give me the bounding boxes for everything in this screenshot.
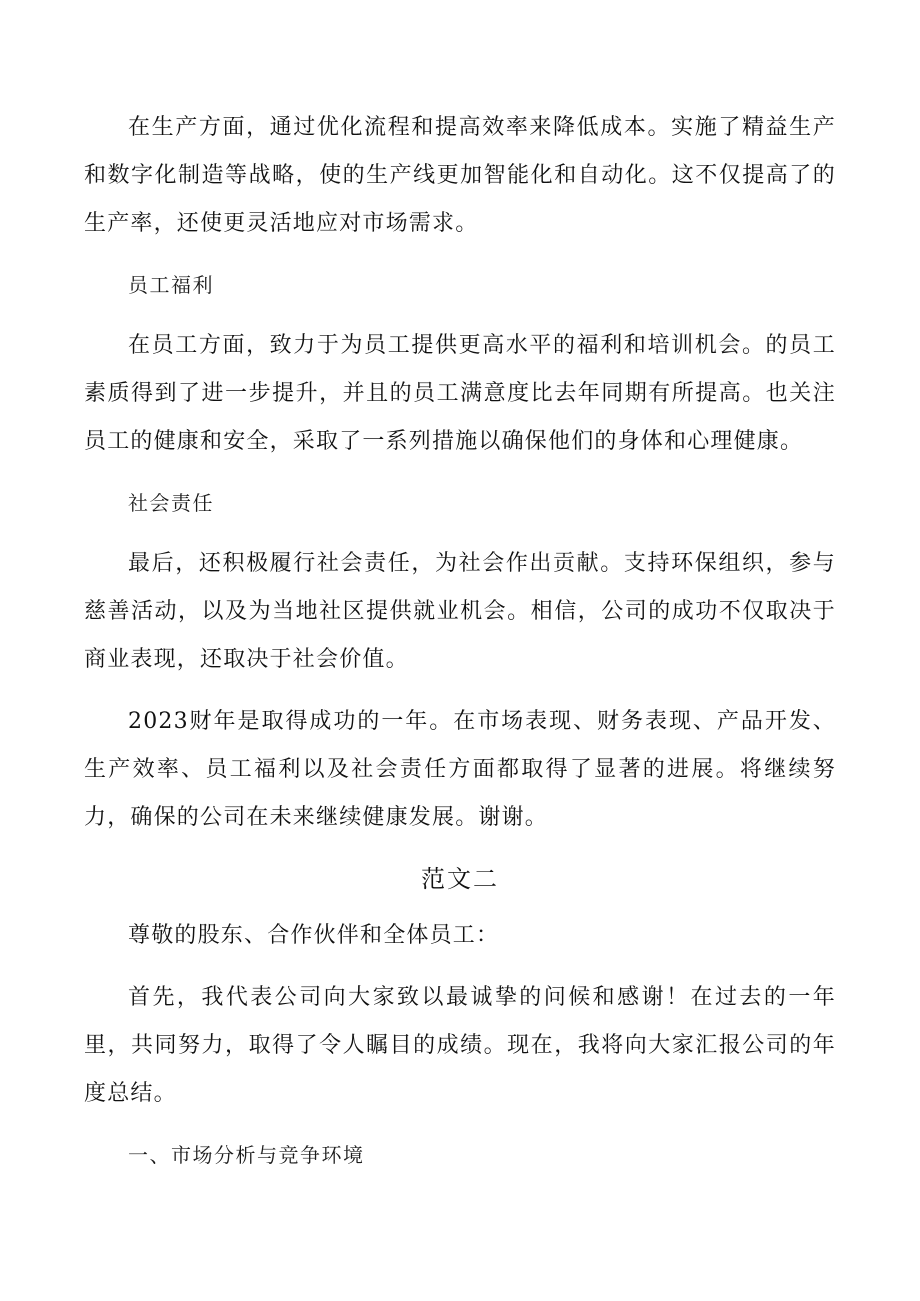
spacer xyxy=(84,466,836,480)
heading-employee-welfare: 员工福利 xyxy=(128,273,214,297)
spacer xyxy=(84,842,836,856)
spacer xyxy=(84,902,836,912)
paragraph-employee-welfare: 在员工方面，致力于为员工提供更高水平的福利和培训机会。的员工素质得到了进一步提升，并且的员工满意度比去年同期有所提高。也关注员工的健康和安全，采取了一系列措施以确保他们的身体和心理健康。 xyxy=(84,333,836,454)
spacer xyxy=(84,960,836,974)
spacer xyxy=(84,308,836,322)
paragraph-production: 在生产方面，通过优化流程和提高效率来降低成本。实施了精益生产和数字化制造等战略，使的生产线更加智能化和自动化。这不仅提高了的生产率，还使更灵活地应对市场需求。 xyxy=(84,115,836,236)
spacer xyxy=(84,684,836,698)
spacer xyxy=(84,248,836,262)
document-body xyxy=(84,104,836,1178)
section-title: 范文二 xyxy=(421,865,499,893)
spacer xyxy=(84,1118,836,1132)
spacer xyxy=(84,526,836,540)
paragraph-intro: 首先，我代表公司向大家致以最诚挚的问候和感谢！在过去的一年里，共同努力，取得了令人瞩目的成绩。现在，我将向大家汇报公司的年度总结。 xyxy=(84,985,836,1106)
paragraph-social-responsibility: 最后，还积极履行社会责任，为社会作出贡献。支持环保组织，参与慈善活动，以及为当地社区提供就业机会。相信，公司的成功不仅取决于商业表现，还取决于社会价值。 xyxy=(84,551,836,672)
paragraph-summary: 2023财年是取得成功的一年。在市场表现、财务表现、产品开发、生产效率、员工福利以及社会责任方面都取得了显著的进展。将继续努力，确保的公司在未来继续健康发展。谢谢。 xyxy=(84,709,836,830)
paragraph-salutation: 尊敬的股东、合作伙伴和全体员工： xyxy=(128,923,500,948)
heading-market-analysis: 一、市场分析与竞争环境 xyxy=(128,1143,365,1167)
heading-social-responsibility: 社会责任 xyxy=(128,491,214,515)
